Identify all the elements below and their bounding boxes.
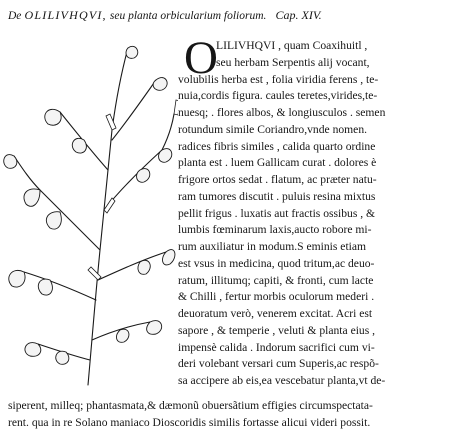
text-line: nuia,cordis figura. caules teretes,virides,te- bbox=[178, 89, 378, 103]
text-line: planta est . luem Gallicam curat . dolores è bbox=[178, 156, 377, 170]
text-line: sa accipere ab eis,ea vescebatur planta,vt de- bbox=[178, 374, 386, 387]
text-line: volubilis herba est , folia viridia ferens , te- bbox=[178, 72, 379, 86]
plant-illustration bbox=[0, 40, 178, 390]
text-line: seu herbam Serpentis alij vocant, bbox=[216, 55, 370, 69]
text-line: rent. qua in re Solano maniaco Dioscoridis similis fortasse alicui videri possit. bbox=[8, 416, 371, 429]
text-line: nuesq; . flores albos, & longiusculos . semen bbox=[178, 106, 386, 119]
text-line: deri volebant versari cum Superis,ac respõ- bbox=[178, 357, 379, 371]
text-line: sapore , & temperie , veluti & planta eius , bbox=[178, 323, 376, 337]
heading-plant-name: OLILIVHQVI, bbox=[24, 8, 107, 22]
text-line: siperent, milleq; phantasmata,& dæmonũ obuersãtium effigies circumspectata- bbox=[8, 399, 373, 412]
body-text bbox=[178, 32, 458, 390]
text-line: pellit frigus . luxatis aut fractis ossibus , & bbox=[178, 206, 376, 220]
text-line: deuoratum verò, venerem excitat. Acri est bbox=[178, 307, 373, 320]
text-line: rotundum simile Coriandro,vnde nomen. bbox=[178, 122, 368, 136]
chapter-number: Cap. XIV. bbox=[275, 8, 322, 22]
text-line: frigore ortos sedat . flatum, ac præter natu- bbox=[178, 173, 377, 186]
text-line: radices fibris similes , calida quarto ordine bbox=[178, 139, 376, 153]
heading-subtitle: seu planta orbicularium foliorum. bbox=[109, 10, 267, 22]
full-width-text bbox=[8, 397, 460, 431]
text-line: ratum, illitumq; capiti, & fronti, cum lacte bbox=[178, 273, 374, 287]
heading-lead: De bbox=[8, 10, 22, 22]
text-line: ram tumores discutit . puluis resina mixtus bbox=[178, 189, 376, 203]
chapter-heading bbox=[8, 6, 460, 25]
text-line: & Chilli , fertur morbis oculorum mederi . bbox=[178, 290, 375, 304]
text-line: est vsus in medicina, quod tritum,ac deuo- bbox=[178, 256, 375, 270]
text-line: LILIVHQVI , quam Coaxihuitl , bbox=[216, 39, 368, 52]
text-line: rum auxiliatur in modum.S eminis etiam bbox=[178, 240, 367, 253]
text-line: lumbis fœminarum laxis,aucto robore mi- bbox=[178, 223, 372, 237]
text-line: impensè calida . Indorum sacrifici cum vi- bbox=[178, 340, 375, 354]
drop-capital: O bbox=[184, 32, 218, 84]
